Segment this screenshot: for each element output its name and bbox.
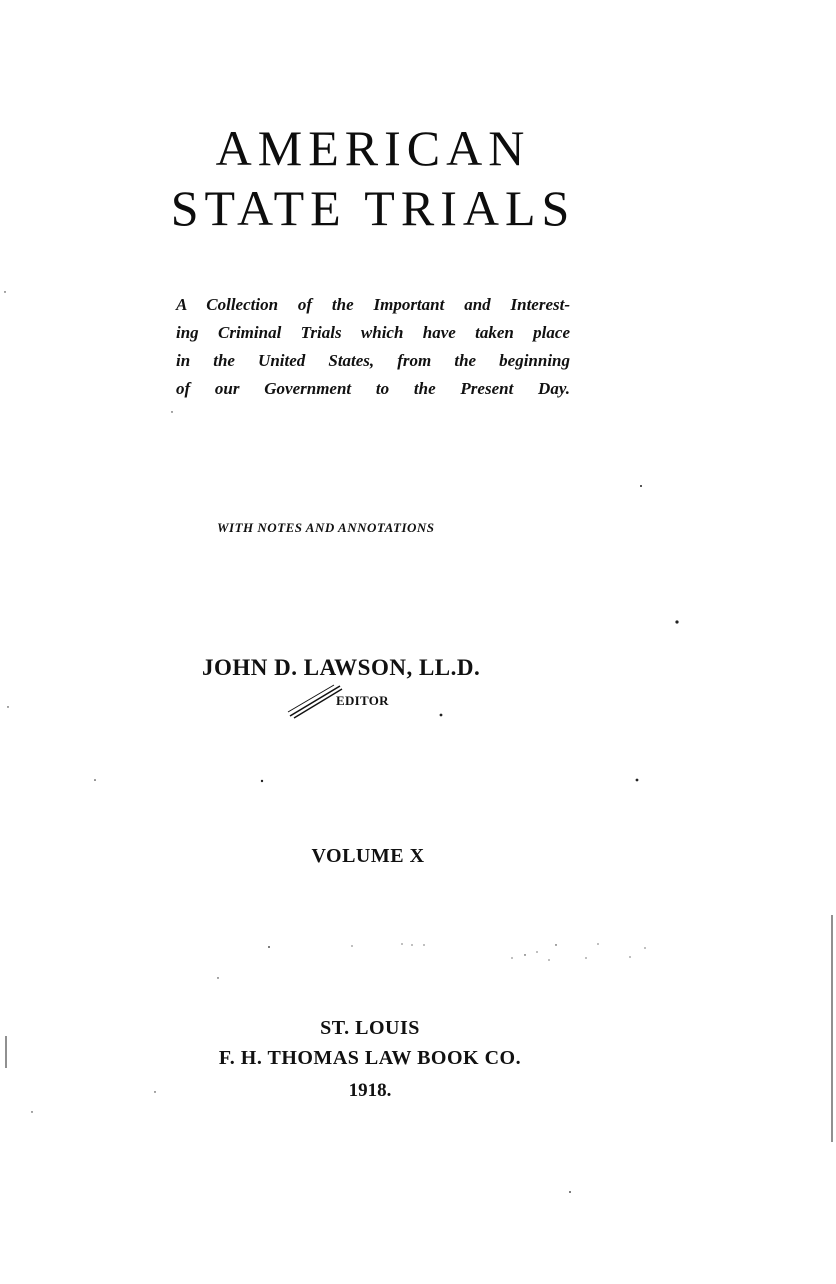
description-line: of our Government to the Present Day.: [176, 379, 570, 398]
editor-role: EDITOR: [336, 693, 389, 708]
imprint-publisher: F. H. THOMAS LAW BOOK CO.: [218, 1047, 522, 1069]
description-line: ing Criminal Trials which have taken place: [176, 323, 570, 342]
editor-name: JOHN D. LAWSON, LL.D.: [202, 655, 481, 680]
book-title-line-1: AMERICAN: [215, 120, 531, 176]
description-line: in the United States, from the beginning: [176, 351, 570, 370]
imprint-city: ST. LOUIS: [320, 1017, 420, 1039]
imprint-year: 1918.: [348, 1080, 392, 1101]
volume-number: VOLUME X: [311, 845, 425, 867]
description-line: A Collection of the Important and Interest-: [176, 295, 570, 314]
notes-subtitle: WITH NOTES AND ANNOTATIONS: [217, 520, 435, 535]
book-title-line-2: STATE TRIALS: [170, 180, 576, 236]
